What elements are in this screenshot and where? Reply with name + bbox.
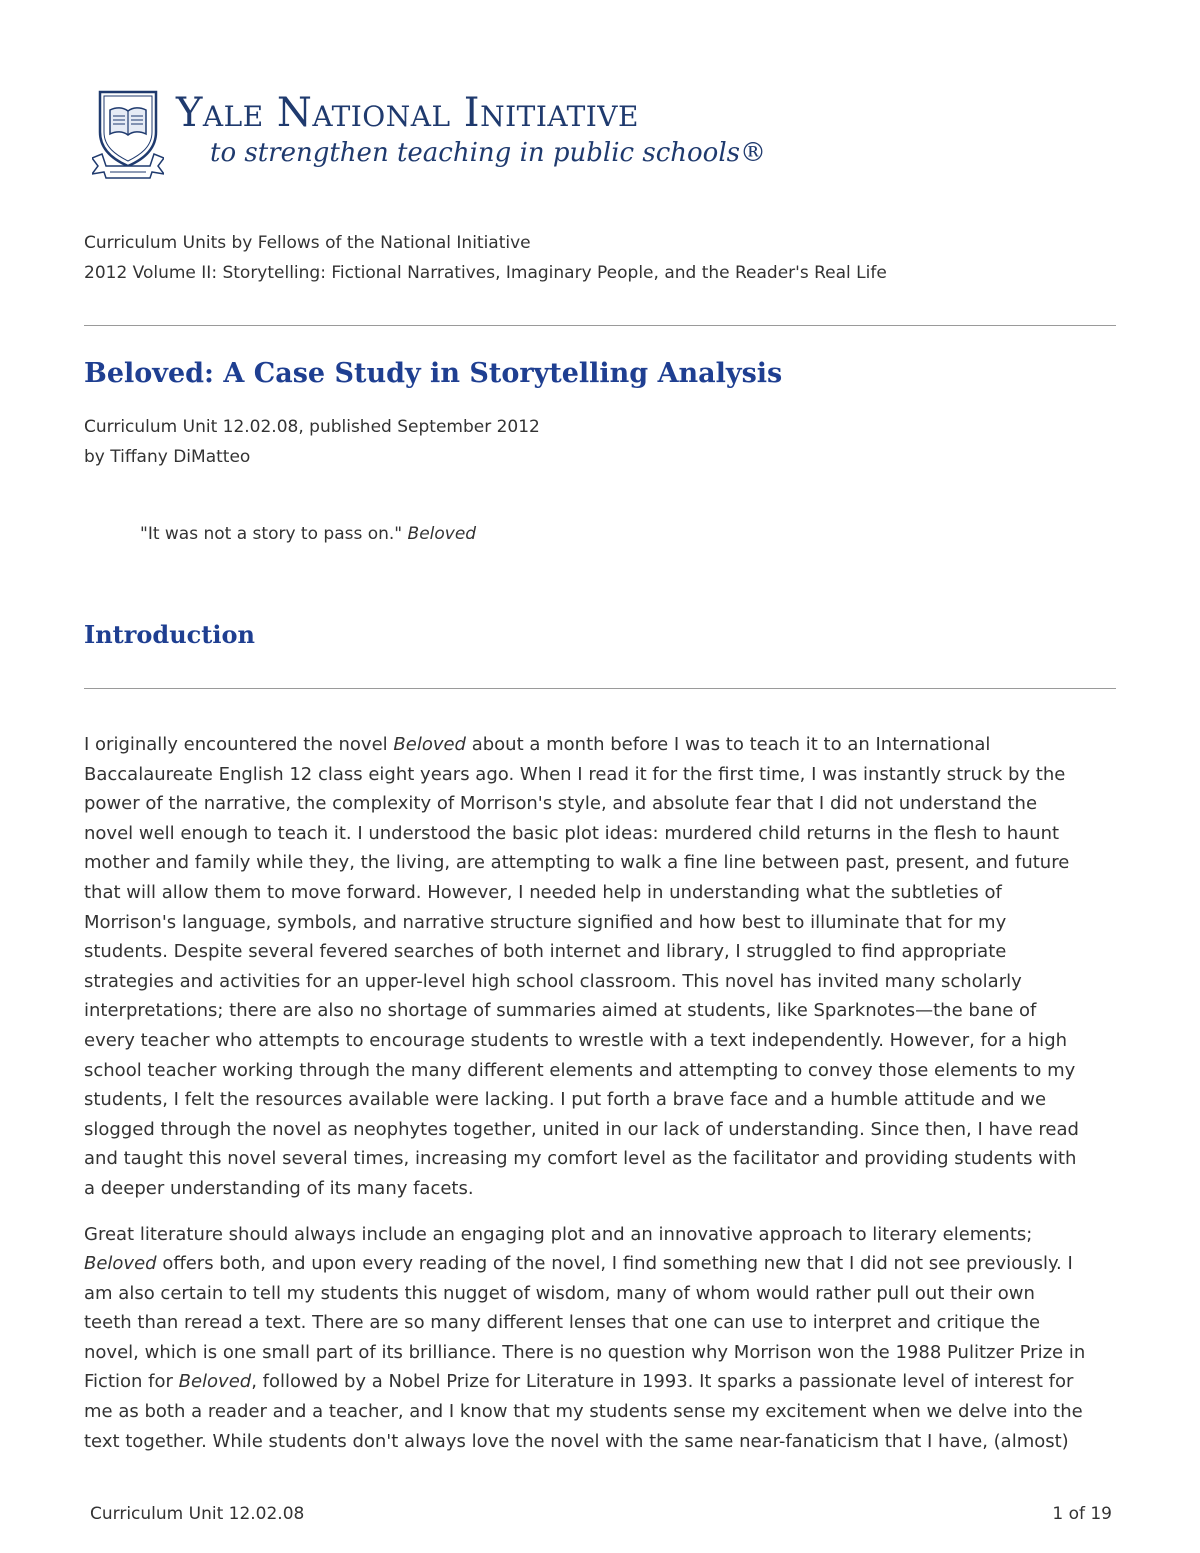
text-run: text together. While students don't always love the novel with the same near-fanaticism that I have, (almost): [84, 1430, 1069, 1452]
site-logo[interactable]: [92, 88, 852, 184]
footer-unit-label: Curriculum Unit 12.02.08: [90, 1504, 305, 1524]
text-line: [84, 1026, 1124, 1056]
text-run: and taught this novel several times, increasing my comfort level as the facilitator and providing students with: [84, 1148, 1077, 1170]
text-run: slogged through the novel as neophytes together, united in our lack of understanding. Since then, I have read: [84, 1118, 1079, 1140]
body-text: [84, 730, 1124, 1472]
text-run: novel well enough to teach it. I understood the basic plot ideas: murdered child returns in the flesh to haunt: [84, 822, 1060, 844]
text-line: [84, 848, 1124, 878]
series-volume: 2012 Volume II: Storytelling: Fictional Narratives, Imaginary People, and the Reader's Real Life: [84, 263, 887, 283]
text-run: interpretations; there are also no shortage of summaries aimed at students, like Sparknotes—the bane of: [84, 1000, 1037, 1022]
text-line: [84, 1174, 1124, 1204]
italic-title: Beloved: [178, 1371, 252, 1393]
epigraph-quote: "It was not a story to pass on.": [140, 524, 403, 544]
unit-publication: Curriculum Unit 12.02.08, published September 2012: [84, 417, 540, 437]
text-run: novel, which is one small part of its brilliance. There is no question why Morrison won the 1988 Pulitzer Prize in: [84, 1341, 1086, 1363]
text-line: [84, 730, 1124, 760]
unit-meta: [84, 412, 540, 472]
org-name: Yale National Initiative: [176, 90, 639, 136]
text-run: , followed by a Nobel Prize for Literature in 1993. It sparks a passionate level of interest for: [251, 1371, 1074, 1393]
text-run: Morrison's language, symbols, and narrative structure signified and how best to illuminate that for my: [84, 911, 1007, 933]
text-line: [84, 1249, 1124, 1279]
section-heading: Introduction: [84, 620, 255, 649]
text-run: teeth than reread a text. There are so many different lenses that one can use to interpret and critique the: [84, 1312, 1041, 1334]
text-run: students. Despite several fevered searches of both internet and library, I struggled to find appropriate: [84, 941, 1007, 963]
text-run: I originally encountered the novel: [84, 734, 394, 755]
text-run: Great literature should always include an engaging plot and an innovative approach to literary elements;: [84, 1223, 1033, 1245]
text-line: [84, 1367, 1124, 1397]
text-line: [84, 937, 1124, 967]
org-tagline: to strengthen teaching in public schools®: [210, 138, 766, 168]
text-line: [84, 908, 1124, 938]
body-paragraph: [84, 730, 1124, 1204]
italic-title: Beloved: [84, 1253, 157, 1275]
page-number: 1 of 19: [1052, 1504, 1112, 1524]
text-line: [84, 967, 1124, 997]
unit-author: by Tiffany DiMatteo: [84, 447, 251, 467]
text-line: [84, 789, 1124, 819]
text-line: [84, 1085, 1124, 1115]
text-line: [84, 1427, 1124, 1457]
text-run: mother and family while they, the living, are attempting to walk a fine line between past, present, and future: [84, 852, 1070, 874]
epigraph: [140, 524, 476, 544]
page-title: Beloved: A Case Study in Storytelling Analysis: [84, 358, 783, 389]
text-line: [84, 1338, 1124, 1368]
text-line: [84, 1056, 1124, 1086]
text-line: [84, 996, 1124, 1026]
text-line: [84, 1144, 1124, 1174]
body-paragraph: [84, 1220, 1124, 1457]
text-line: [84, 878, 1124, 908]
text-run: a deeper understanding of its many facets.: [84, 1177, 474, 1199]
text-run: Fiction for: [84, 1371, 179, 1393]
text-line: [84, 1308, 1124, 1338]
text-run: me as both a reader and a teacher, and I know that my students sense my excitement when we delve into the: [84, 1401, 1083, 1423]
epigraph-source: Beloved: [407, 524, 477, 544]
text-run: that will allow them to move forward. However, I needed help in understanding what the subtleties of: [84, 881, 1002, 903]
text-line: [84, 760, 1124, 790]
text-line: [84, 1397, 1124, 1427]
italic-title: Beloved: [393, 734, 466, 755]
yale-seal-icon: [92, 88, 164, 180]
text-run: school teacher working through the many different elements and attempting to convey those elements to my: [84, 1059, 1076, 1081]
divider: [84, 688, 1116, 689]
text-run: Baccalaureate English 12 class eight years ago. When I read it for the first time, I was instantly struck by the: [84, 763, 1066, 785]
text-line: [84, 819, 1124, 849]
text-line: [84, 1220, 1124, 1250]
text-run: offers both, and upon every reading of the novel, I find something new that I did not see previously. I: [156, 1253, 1073, 1275]
text-run: about a month before I was to teach it to an International: [465, 734, 991, 755]
text-line: [84, 1279, 1124, 1309]
text-line: [84, 1115, 1124, 1145]
series-collection: Curriculum Units by Fellows of the National Initiative: [84, 233, 531, 253]
text-run: every teacher who attempts to encourage students to wrestle with a text independently. However, for a high: [84, 1029, 1068, 1051]
text-run: students, I felt the resources available were lacking. I put forth a brave face and a humble attitude and we: [84, 1089, 1047, 1111]
text-run: am also certain to tell my students this nugget of wisdom, many of whom would rather pull out their own: [84, 1282, 1035, 1304]
text-run: strategies and activities for an upper-level high school classroom. This novel has invited many scholarly: [84, 970, 1022, 992]
text-run: power of the narrative, the complexity of Morrison's style, and absolute fear that I did not understand the: [84, 793, 1038, 815]
divider: [84, 325, 1116, 326]
series-info: [84, 228, 887, 288]
